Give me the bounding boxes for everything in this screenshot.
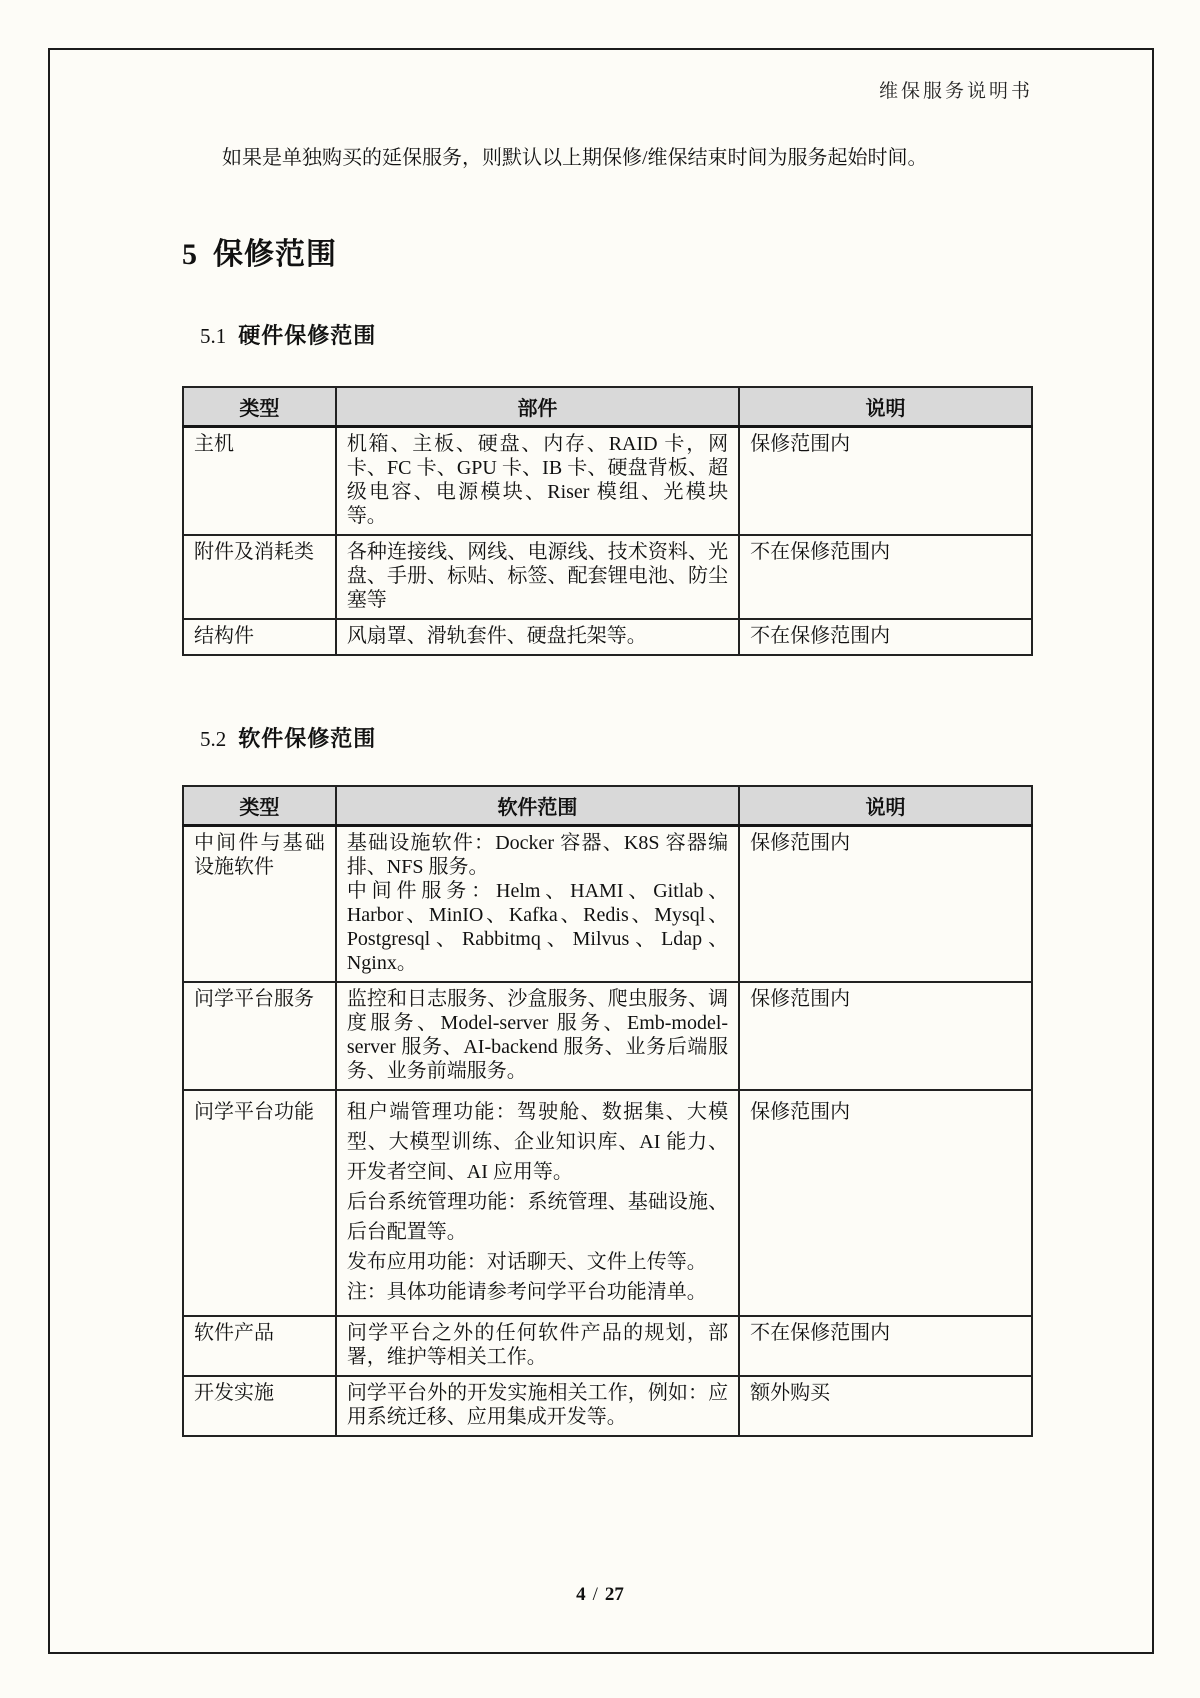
table-row (183, 535, 1032, 619)
subsection-heading-software (200, 722, 1033, 753)
cell-paragraph: 发布应用功能：对话聊天、文件上传等。 (346, 1251, 707, 1273)
cell-paragraph: 后台系统管理功能：系统管理、基础设施、后台配置等。 (346, 1191, 729, 1243)
cell-paragraph: 各种连接线、网线、电源线、技术资料、光盘、手册、标贴、标签、配套锂电池、防尘塞等 (346, 541, 729, 611)
table-cell (336, 619, 739, 655)
intro-paragraph: 如果是单独购买的延保服务，则默认以上期保修/维保结束时间为服务起始时间。 (222, 147, 928, 169)
column-header: 说明 (739, 387, 1032, 427)
cell-paragraph: 风扇罩、滑轨套件、硬盘托架等。 (346, 625, 647, 647)
table-cell: 不在保修范围内 (739, 535, 1032, 619)
table-cell: 问学平台功能 (183, 1090, 336, 1316)
table-cell: 保修范围内 (739, 982, 1032, 1090)
table-cell: 保修范围内 (739, 826, 1032, 983)
table-cell (336, 1316, 739, 1376)
cell-paragraph: 注：具体功能请参考问学平台功能清单。 (346, 1281, 707, 1303)
table-cell: 附件及消耗类 (183, 535, 336, 619)
table-cell: 保修范围内 (739, 1090, 1032, 1316)
table-cell: 结构件 (183, 619, 336, 655)
table-row (183, 619, 1032, 655)
table-header-row (183, 786, 1032, 826)
table-cell: 不在保修范围内 (739, 619, 1032, 655)
subsection-title: 软件保修范围 (238, 726, 377, 751)
table-cell: 软件产品 (183, 1316, 336, 1376)
page-number-current: 4 (576, 1584, 586, 1605)
cell-paragraph: 租户端管理功能：驾驶舱、数据集、大模型、大模型训练、企业知识库、AI 能力、开发者空间、AI 应用等。 (346, 1101, 729, 1183)
table-cell: 保修范围内 (739, 427, 1032, 536)
table-cell (336, 982, 739, 1090)
table-cell (336, 427, 739, 536)
column-header: 软件范围 (336, 786, 739, 826)
subsection-title: 硬件保修范围 (238, 323, 377, 348)
cell-paragraph: 监控和日志服务、沙盒服务、爬虫服务、调度服务、Model-server 服务、Emb-model-server 服务、AI-backend 服务、业务后端服务、业务前端服务。 (346, 988, 729, 1082)
table-cell: 开发实施 (183, 1376, 336, 1436)
column-header: 部件 (336, 387, 739, 427)
cell-paragraph: 机箱、主板、硬盘、内存、RAID 卡，网卡、FC 卡、GPU 卡、IB 卡、硬盘背板、超级电容、电源模块、Riser 模组、光模块等。 (346, 433, 729, 527)
section-title: 保修范围 (213, 238, 337, 271)
section-number: 5 (182, 238, 197, 271)
subsection-heading-hardware (200, 319, 1033, 350)
subsection-number: 5.1 (200, 324, 227, 348)
table-cell (336, 826, 739, 983)
table-cell (336, 1090, 739, 1316)
table-row (183, 1090, 1032, 1316)
section-heading (182, 229, 1033, 273)
cell-paragraph: 问学平台之外的任何软件产品的规划，部署，维护等相关工作。 (346, 1322, 729, 1368)
table-row (183, 982, 1032, 1090)
cell-paragraph: 中间件服务：Helm、HAMI、Gitlab、Harbor、MinIO、Kafka、Redis、Mysql、Postgresql、Rabbitmq、Milvus、Ldap、Nginx。 (346, 880, 729, 974)
table-cell: 额外购买 (739, 1376, 1032, 1436)
running-header: 维保服务说明书 (878, 81, 1033, 102)
cell-paragraph: 问学平台外的开发实施相关工作，例如：应用系统迁移、应用集成开发等。 (346, 1382, 729, 1428)
page-number-total: 27 (604, 1584, 624, 1605)
table-cell: 中间件与基础设施软件 (183, 826, 336, 983)
table-cell (336, 535, 739, 619)
table-row (183, 427, 1032, 536)
column-header: 类型 (183, 387, 336, 427)
page-content (182, 0, 1033, 1437)
subsection-number: 5.2 (200, 727, 227, 751)
table-cell: 不在保修范围内 (739, 1316, 1032, 1376)
table-cell (336, 1376, 739, 1436)
software-warranty-table (182, 785, 1033, 1437)
table-row (183, 1316, 1032, 1376)
cell-paragraph: 基础设施软件：Docker 容器、K8S 容器编排、NFS 服务。 (346, 832, 729, 878)
page-number (0, 1584, 1200, 1606)
column-header: 说明 (739, 786, 1032, 826)
table-row (183, 1376, 1032, 1436)
page-number-separator: / (592, 1584, 598, 1605)
table-header-row (183, 387, 1032, 427)
hardware-warranty-table (182, 386, 1033, 656)
column-header: 类型 (183, 786, 336, 826)
table-cell: 问学平台服务 (183, 982, 336, 1090)
table-cell: 主机 (183, 427, 336, 536)
table-row (183, 826, 1032, 983)
